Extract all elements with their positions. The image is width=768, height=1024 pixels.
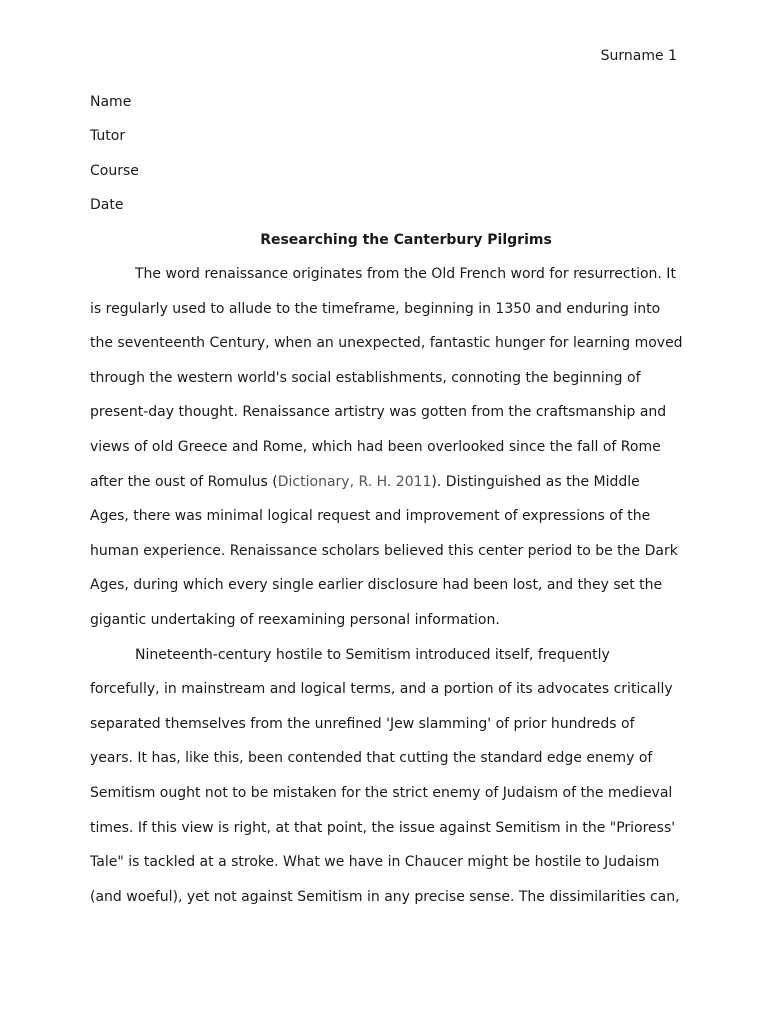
paragraph-line: forcefully, in mainstream and logical terms, and a portion of its advocates critically: [90, 681, 673, 697]
paragraph-line: the seventeenth Century, when an unexpected, fantastic hunger for learning moved: [90, 335, 683, 351]
paragraph-line-with-citation: [90, 472, 640, 492]
paragraph-line: times. If this view is right, at that point, the issue against Semitism in the "Prioress': [90, 820, 676, 836]
citation-suffix: ). Distinguished as the Middle: [431, 474, 640, 490]
paragraph-line: Nineteenth-century hostile to Semitism introduced itself, frequently: [135, 647, 610, 663]
paragraph-line: human experience. Renaissance scholars believed this center period to be the Dark: [90, 543, 678, 559]
citation: Dictionary, R. H. 2011: [277, 474, 432, 490]
paragraph-line: Ages, during which every single earlier disclosure had been lost, and they set the: [90, 577, 663, 593]
heading-name: Name: [90, 94, 132, 110]
paragraph-line: separated themselves from the unrefined 'Jew slamming' of prior hundreds of: [90, 716, 635, 732]
page-header-surname: Surname 1: [600, 48, 677, 64]
paragraph-line: present-day thought. Renaissance artistry was gotten from the craftsmanship and: [90, 404, 667, 420]
paragraph-line: is regularly used to allude to the timeframe, beginning in 1350 and enduring into: [90, 301, 661, 317]
paragraph-line: gigantic undertaking of reexamining personal information.: [90, 612, 500, 628]
heading-course: Course: [90, 163, 139, 179]
paragraph-line: The word renaissance originates from the Old French word for resurrection. It: [135, 266, 676, 282]
citation-prefix: after the oust of Romulus (: [90, 474, 278, 490]
paragraph-line: Tale" is tackled at a stroke. What we have in Chaucer might be hostile to Judaism: [90, 854, 660, 870]
paragraph-line: Semitism ought not to be mistaken for the strict enemy of Judaism of the medieval: [90, 785, 673, 801]
heading-date: Date: [90, 197, 124, 213]
paragraph-line: Ages, there was minimal logical request and improvement of expressions of the: [90, 508, 651, 524]
paragraph-line: through the western world's social establishments, connoting the beginning of: [90, 370, 641, 386]
paragraph-line: views of old Greece and Rome, which had been overlooked since the fall of Rome: [90, 439, 661, 455]
heading-tutor: Tutor: [90, 128, 126, 144]
paragraph-line: (and woeful), yet not against Semitism in any precise sense. The dissimilarities can,: [90, 889, 680, 905]
document-title: Researching the Canterbury Pilgrims: [260, 232, 552, 248]
paragraph-line: years. It has, like this, been contended that cutting the standard edge enemy of: [90, 750, 653, 766]
